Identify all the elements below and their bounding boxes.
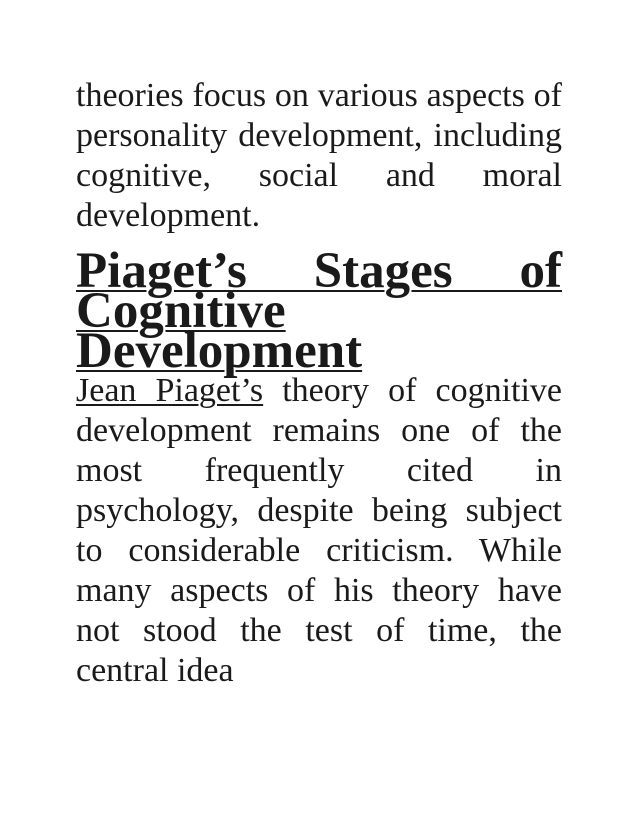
section-heading: Piaget’s Stages of Cognitive Development bbox=[76, 243, 562, 379]
paragraph-2-text: theory of cognitive development remains one of the most frequently cited in psychology, despite being subject to considerable criticism. While many aspects of his theory have not stood the test of time, the central idea bbox=[76, 372, 563, 689]
jean-piaget-link[interactable]: Jean Piaget’s bbox=[76, 372, 264, 409]
document-page bbox=[76, 76, 562, 691]
body-paragraph-1: theories focus on various aspects of personality development, including cognitive, social and moral development. bbox=[76, 77, 562, 234]
body-paragraph-2 bbox=[76, 371, 562, 691]
